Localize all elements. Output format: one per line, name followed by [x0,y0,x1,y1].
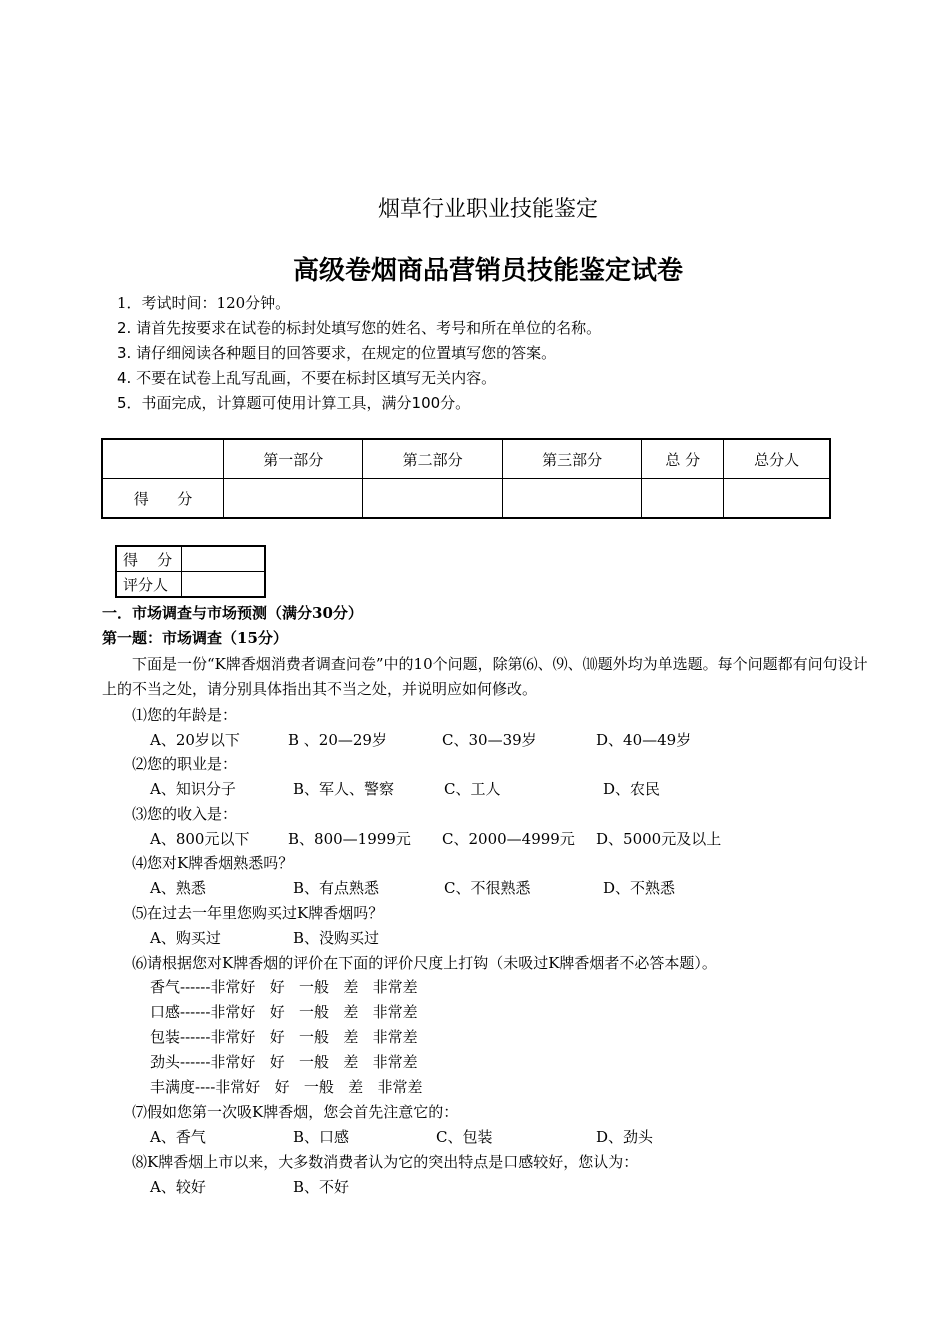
score-cell-scorer[interactable] [724,479,830,519]
rating-row: 包装------非常好 好 一般 差 非常差 [150,1028,418,1046]
option: A、熟悉 [150,879,206,897]
score-table [101,438,831,519]
score-cell-part3[interactable] [502,479,641,519]
score-table-score-row [102,479,830,519]
score-table-header-row [102,439,830,479]
question-stem: ⑵您的职业是： [132,755,238,773]
option: D、农民 [603,780,661,798]
option: A、购买过 [150,929,221,947]
option: C、2000—4999元 [442,830,575,848]
org-title: 烟草行业职业技能鉴定 [377,197,598,222]
section-title: 一．市场调查与市场预测（满分30分） [102,604,363,622]
score-table-header-cell: 总 分 [642,439,724,479]
question-title: 第一题：市场调查（15分） [102,629,288,647]
score-table-header-cell: 总分人 [724,439,830,479]
option: C、30—39岁 [442,731,537,749]
score-table-header-cell: 第三部分 [502,439,641,479]
rating-row: 劲头------非常好 好 一般 差 非常差 [150,1053,418,1071]
option: A、800元以下 [150,830,250,848]
option: B、军人、警察 [293,780,395,798]
option: A、较好 [150,1178,206,1196]
option: B、口感 [293,1128,350,1146]
question-stem: ⑴您的年龄是： [132,706,238,724]
question-stem: ⑸在过去一年里您购买过K牌香烟吗？ [132,904,384,922]
score-cell-part1[interactable] [224,479,363,519]
question-stem: ⑻K牌香烟上市以来，大多数消费者认为它的突出特点是口感较好，您认为： [132,1153,639,1171]
option: C、工人 [444,780,501,798]
grader-name-cell[interactable] [182,572,266,598]
option: A、知识分子 [150,780,236,798]
option: D、劲头 [596,1128,654,1146]
instruction-2: 2. 请首先按要求在试卷的标封处填写您的姓名、考号和所在单位的名称。 [117,319,602,337]
grader-box [115,545,266,598]
score-cell-part2[interactable] [363,479,502,519]
score-table-header-cell: 第一部分 [224,439,363,479]
option: C、包装 [436,1128,493,1146]
rating-row: 口感------非常好 好 一般 差 非常差 [150,1003,418,1021]
exam-title: 高级卷烟商品营销员技能鉴定试卷 [292,256,683,286]
option: D、5000元及以上 [596,830,722,848]
score-cell-total[interactable] [642,479,724,519]
option: D、40—49岁 [596,731,692,749]
score-table-header-cell: 第二部分 [363,439,502,479]
instruction-5: 5．书面完成，计算题可使用计算工具，满分100分。 [117,394,471,412]
option: B、有点熟悉 [293,879,380,897]
section-intro: 下面是一份“K牌香烟消费者调查问卷”中的10个问题，除第⑹、⑼、⑽题外均为单选题。每个问题都有问句设计上的不当之处，请分别具体指出其不当之处，并说明应如何修改。 [102,655,868,698]
grader-name-row [116,572,265,598]
rating-row: 丰满度----非常好 好 一般 差 非常差 [150,1078,423,1096]
option: C、不很熟悉 [444,879,531,897]
instruction-1: 1．考试时间：120分钟。 [117,294,291,312]
grader-name-label: 评分人 [116,572,182,598]
score-table-header-cell [102,439,224,479]
question-stem: ⑶您的收入是： [132,805,238,823]
question-stem: ⑺假如您第一次吸K牌香烟，您会首先注意它的： [132,1103,459,1121]
option: B、不好 [293,1178,350,1196]
instruction-3: 3. 请仔细阅读各种题目的回答要求，在规定的位置填写您的答案。 [117,344,557,362]
option: B、800—1999元 [288,830,411,848]
option: A、香气 [150,1128,206,1146]
question-stem: ⑷您对K牌香烟熟悉吗？ [132,854,294,872]
option: A、20岁以下 [150,731,240,749]
question-stem: ⑹请根据您对K牌香烟的评价在下面的评价尺度上打钩（未吸过K牌香烟者不必答本题）。 [132,954,717,972]
option: B、没购买过 [293,929,380,947]
rating-row: 香气------非常好 好 一般 差 非常差 [150,978,418,996]
score-row-label: 得 分 [102,479,224,519]
option: B 、20—29岁 [288,731,387,749]
grader-score-row [116,546,265,572]
grader-score-cell[interactable] [182,546,266,572]
instruction-4: 4. 不要在试卷上乱写乱画，不要在标封区填写无关内容。 [117,369,497,387]
grader-score-label: 得 分 [116,546,182,572]
option: D、不熟悉 [603,879,676,897]
